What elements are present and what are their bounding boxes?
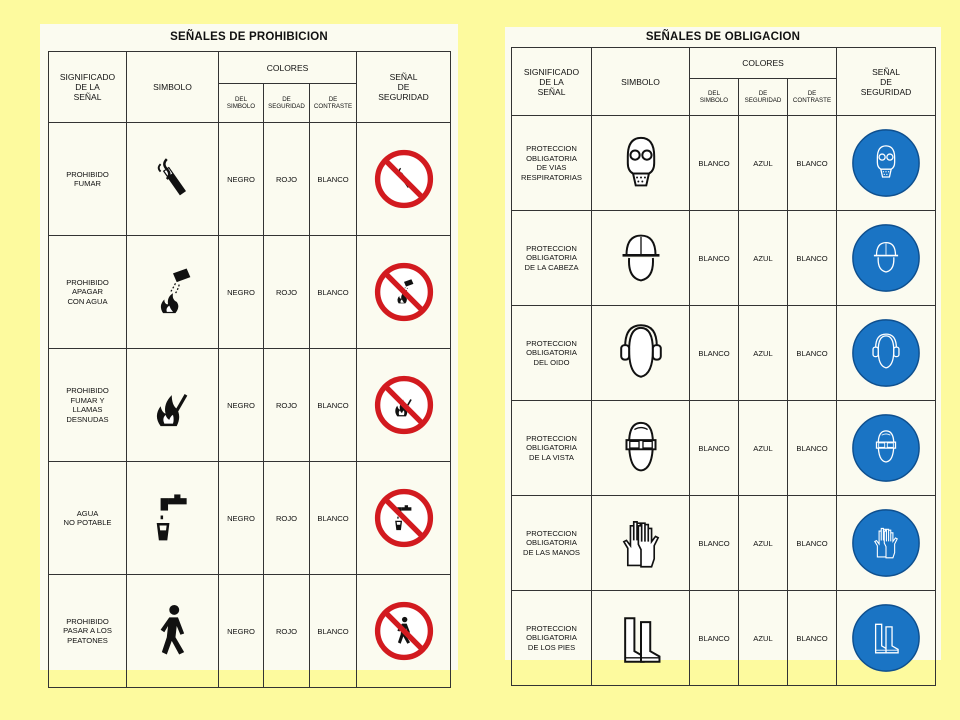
row-color-contrast: BLANCO — [788, 591, 837, 686]
header-del-simbolo: DEL SIMBOLO — [219, 84, 264, 123]
prohibition-sign — [374, 488, 434, 548]
table-row — [49, 123, 451, 236]
header-de-contraste: DE CONTRASTE — [788, 79, 837, 116]
header-de-contraste: DE CONTRASTE — [310, 84, 357, 123]
header-de-seguridad: DE SEGURIDAD — [264, 84, 310, 123]
prohibition-sign — [374, 375, 434, 435]
row-color-contrast: BLANCO — [310, 462, 357, 575]
obligation-table — [511, 47, 936, 686]
header-simbolo: SIMBOLO — [592, 48, 690, 116]
table-row — [49, 575, 451, 688]
row-color-contrast: BLANCO — [310, 349, 357, 462]
row-color-symbol: NEGRO — [219, 575, 264, 688]
row-color-contrast: BLANCO — [788, 306, 837, 401]
table-row — [49, 462, 451, 575]
header-significado: SIGNIFICADO DE LA SEÑAL — [49, 52, 127, 123]
row-safety-sign — [837, 496, 936, 591]
prohibition-sign — [374, 262, 434, 322]
row-color-safety: ROJO — [264, 236, 310, 349]
row-meaning: AGUA NO POTABLE — [49, 462, 127, 575]
row-color-symbol: BLANCO — [690, 496, 739, 591]
row-color-contrast: BLANCO — [788, 496, 837, 591]
obligation-sign — [850, 602, 922, 674]
row-meaning: PROTECCION OBLIGATORIA DEL OIDO — [512, 306, 592, 401]
row-safety-sign — [837, 116, 936, 211]
row-symbol — [127, 236, 219, 349]
obligation-sign — [850, 412, 922, 484]
goggles-icon — [608, 415, 674, 481]
obligation-sign — [850, 127, 922, 199]
obligation-sign — [850, 222, 922, 294]
row-color-symbol: NEGRO — [219, 462, 264, 575]
ear-muffs-icon — [608, 320, 674, 386]
table-row — [512, 116, 936, 211]
row-color-symbol: BLANCO — [690, 591, 739, 686]
row-safety-sign — [357, 236, 451, 349]
hard-hat-icon — [608, 225, 674, 291]
table-row — [49, 349, 451, 462]
row-color-contrast: BLANCO — [310, 236, 357, 349]
row-symbol — [592, 116, 690, 211]
prohibition-title: SEÑALES DE PROHIBICION — [170, 31, 328, 43]
obligation-title: SEÑALES DE OBLIGACION — [645, 31, 801, 43]
row-color-contrast: BLANCO — [310, 123, 357, 236]
obligation-sign — [850, 317, 922, 389]
pedestrian-icon — [142, 600, 204, 662]
cigarette-icon — [142, 148, 204, 210]
table-row — [512, 211, 936, 306]
header-senal: SEÑAL DE SEGURIDAD — [357, 52, 451, 123]
row-meaning: PROTECCION OBLIGATORIA DE VIAS RESPIRATORIAS — [512, 116, 592, 211]
row-symbol — [127, 349, 219, 462]
header-senal: SEÑAL DE SEGURIDAD — [837, 48, 936, 116]
obligation-sign — [850, 507, 922, 579]
row-color-symbol: NEGRO — [219, 349, 264, 462]
row-meaning: PROHIBIDO PASAR A LOS PEATONES — [49, 575, 127, 688]
row-color-safety: AZUL — [739, 306, 788, 401]
row-color-safety: AZUL — [739, 591, 788, 686]
row-color-safety: AZUL — [739, 211, 788, 306]
header-colores: COLORES — [690, 48, 837, 79]
header-colores: COLORES — [219, 52, 357, 84]
row-color-safety: AZUL — [739, 116, 788, 211]
row-color-contrast: BLANCO — [310, 575, 357, 688]
row-meaning: PROTECCION OBLIGATORIA DE LAS MANOS — [512, 496, 592, 591]
boots-icon — [608, 605, 674, 671]
table-row — [512, 591, 936, 686]
row-symbol — [127, 123, 219, 236]
row-color-safety: ROJO — [264, 462, 310, 575]
row-symbol — [127, 575, 219, 688]
row-meaning: PROHIBIDO FUMAR — [49, 123, 127, 236]
prohibition-table — [48, 51, 451, 688]
row-meaning: PROTECCION OBLIGATORIA DE LA VISTA — [512, 401, 592, 496]
prohibition-sheet — [40, 24, 458, 670]
row-color-contrast: BLANCO — [788, 211, 837, 306]
table-row — [512, 306, 936, 401]
row-safety-sign — [357, 575, 451, 688]
row-color-safety: ROJO — [264, 349, 310, 462]
gas-mask-icon — [608, 130, 674, 196]
row-safety-sign — [837, 591, 936, 686]
obligation-sheet — [505, 27, 941, 660]
row-color-symbol: NEGRO — [219, 123, 264, 236]
row-safety-sign — [837, 211, 936, 306]
row-meaning: PROHIBIDO FUMAR Y LLAMAS DESNUDAS — [49, 349, 127, 462]
header-del-simbolo: DEL SIMBOLO — [690, 79, 739, 116]
row-safety-sign — [357, 123, 451, 236]
row-color-symbol: BLANCO — [690, 306, 739, 401]
row-color-safety: AZUL — [739, 401, 788, 496]
row-color-symbol: NEGRO — [219, 236, 264, 349]
row-safety-sign — [357, 462, 451, 575]
water-on-fire-icon — [142, 261, 204, 323]
table-row — [49, 236, 451, 349]
row-color-symbol: BLANCO — [690, 211, 739, 306]
row-symbol — [592, 401, 690, 496]
table-row — [512, 496, 936, 591]
prohibition-sign — [374, 601, 434, 661]
row-color-safety: ROJO — [264, 575, 310, 688]
row-symbol — [592, 211, 690, 306]
row-color-safety: ROJO — [264, 123, 310, 236]
row-color-contrast: BLANCO — [788, 116, 837, 211]
header-de-seguridad: DE SEGURIDAD — [739, 79, 788, 116]
table-row — [512, 401, 936, 496]
match-flame-icon — [142, 374, 204, 436]
gloves-icon — [608, 510, 674, 576]
row-symbol — [592, 591, 690, 686]
row-safety-sign — [837, 401, 936, 496]
header-significado: SIGNIFICADO DE LA SEÑAL — [512, 48, 592, 116]
row-color-contrast: BLANCO — [788, 401, 837, 496]
row-symbol — [592, 496, 690, 591]
faucet-icon — [142, 487, 204, 549]
row-safety-sign — [837, 306, 936, 401]
row-meaning: PROTECCION OBLIGATORIA DE LA CABEZA — [512, 211, 592, 306]
row-color-symbol: BLANCO — [690, 116, 739, 211]
row-color-symbol: BLANCO — [690, 401, 739, 496]
row-symbol — [127, 462, 219, 575]
prohibition-sign — [374, 149, 434, 209]
row-safety-sign — [357, 349, 451, 462]
header-simbolo: SIMBOLO — [127, 52, 219, 123]
row-color-safety: AZUL — [739, 496, 788, 591]
row-meaning: PROTECCION OBLIGATORIA DE LOS PIES — [512, 591, 592, 686]
row-symbol — [592, 306, 690, 401]
row-meaning: PROHIBIDO APAGAR CON AGUA — [49, 236, 127, 349]
